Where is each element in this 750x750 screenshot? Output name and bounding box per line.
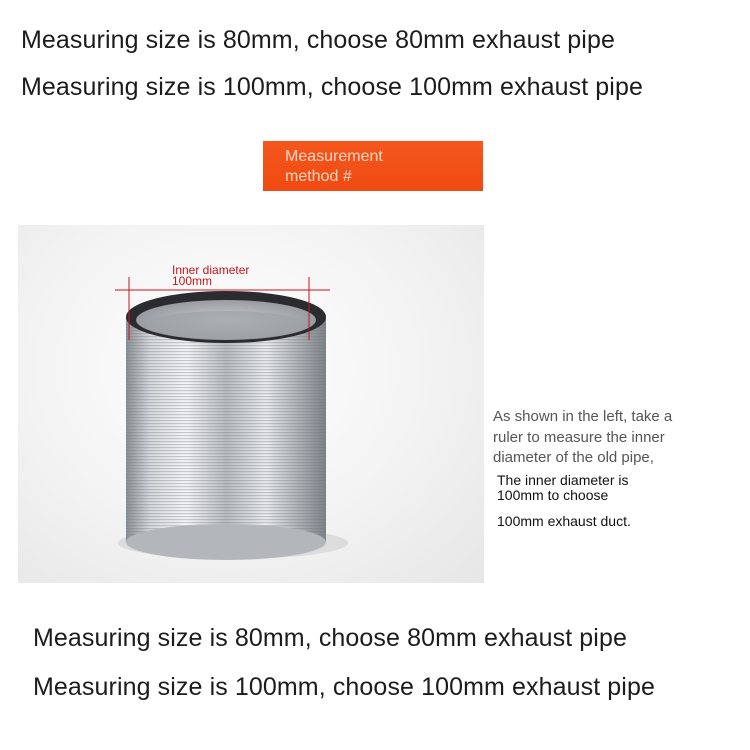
- measurement-method-badge: [263, 141, 483, 191]
- instruction-line-4: The inner diameter is: [497, 472, 629, 488]
- instruction-line-1: As shown in the left, take a: [493, 408, 673, 425]
- badge-line-2: method #: [285, 168, 352, 185]
- instruction-line-3: diameter of the old pipe,: [493, 449, 654, 466]
- duct-photo: [18, 225, 484, 583]
- instruction-line-5: 100mm to choose: [497, 487, 609, 503]
- size-rule-100mm-bottom: Measuring size is 100mm, choose 100mm exhaust pipe: [33, 673, 655, 701]
- inner-diameter-label: Inner diameter: [172, 263, 250, 277]
- size-rule-100mm-top: Measuring size is 100mm, choose 100mm exhaust pipe: [21, 73, 643, 101]
- instruction-line-6: 100mm exhaust duct.: [497, 513, 631, 529]
- instruction-line-2: ruler to measure the inner: [493, 429, 665, 446]
- duct-illustration: [18, 225, 484, 583]
- duct-ribs: [126, 317, 326, 542]
- size-rule-80mm-bottom: Measuring size is 80mm, choose 80mm exhaust pipe: [33, 624, 627, 652]
- inner-diameter-value: 100mm: [172, 274, 213, 288]
- duct-bottom: [126, 524, 326, 560]
- badge-line-1: Measurement: [285, 148, 383, 165]
- size-rule-80mm-top: Measuring size is 80mm, choose 80mm exhaust pipe: [21, 26, 615, 54]
